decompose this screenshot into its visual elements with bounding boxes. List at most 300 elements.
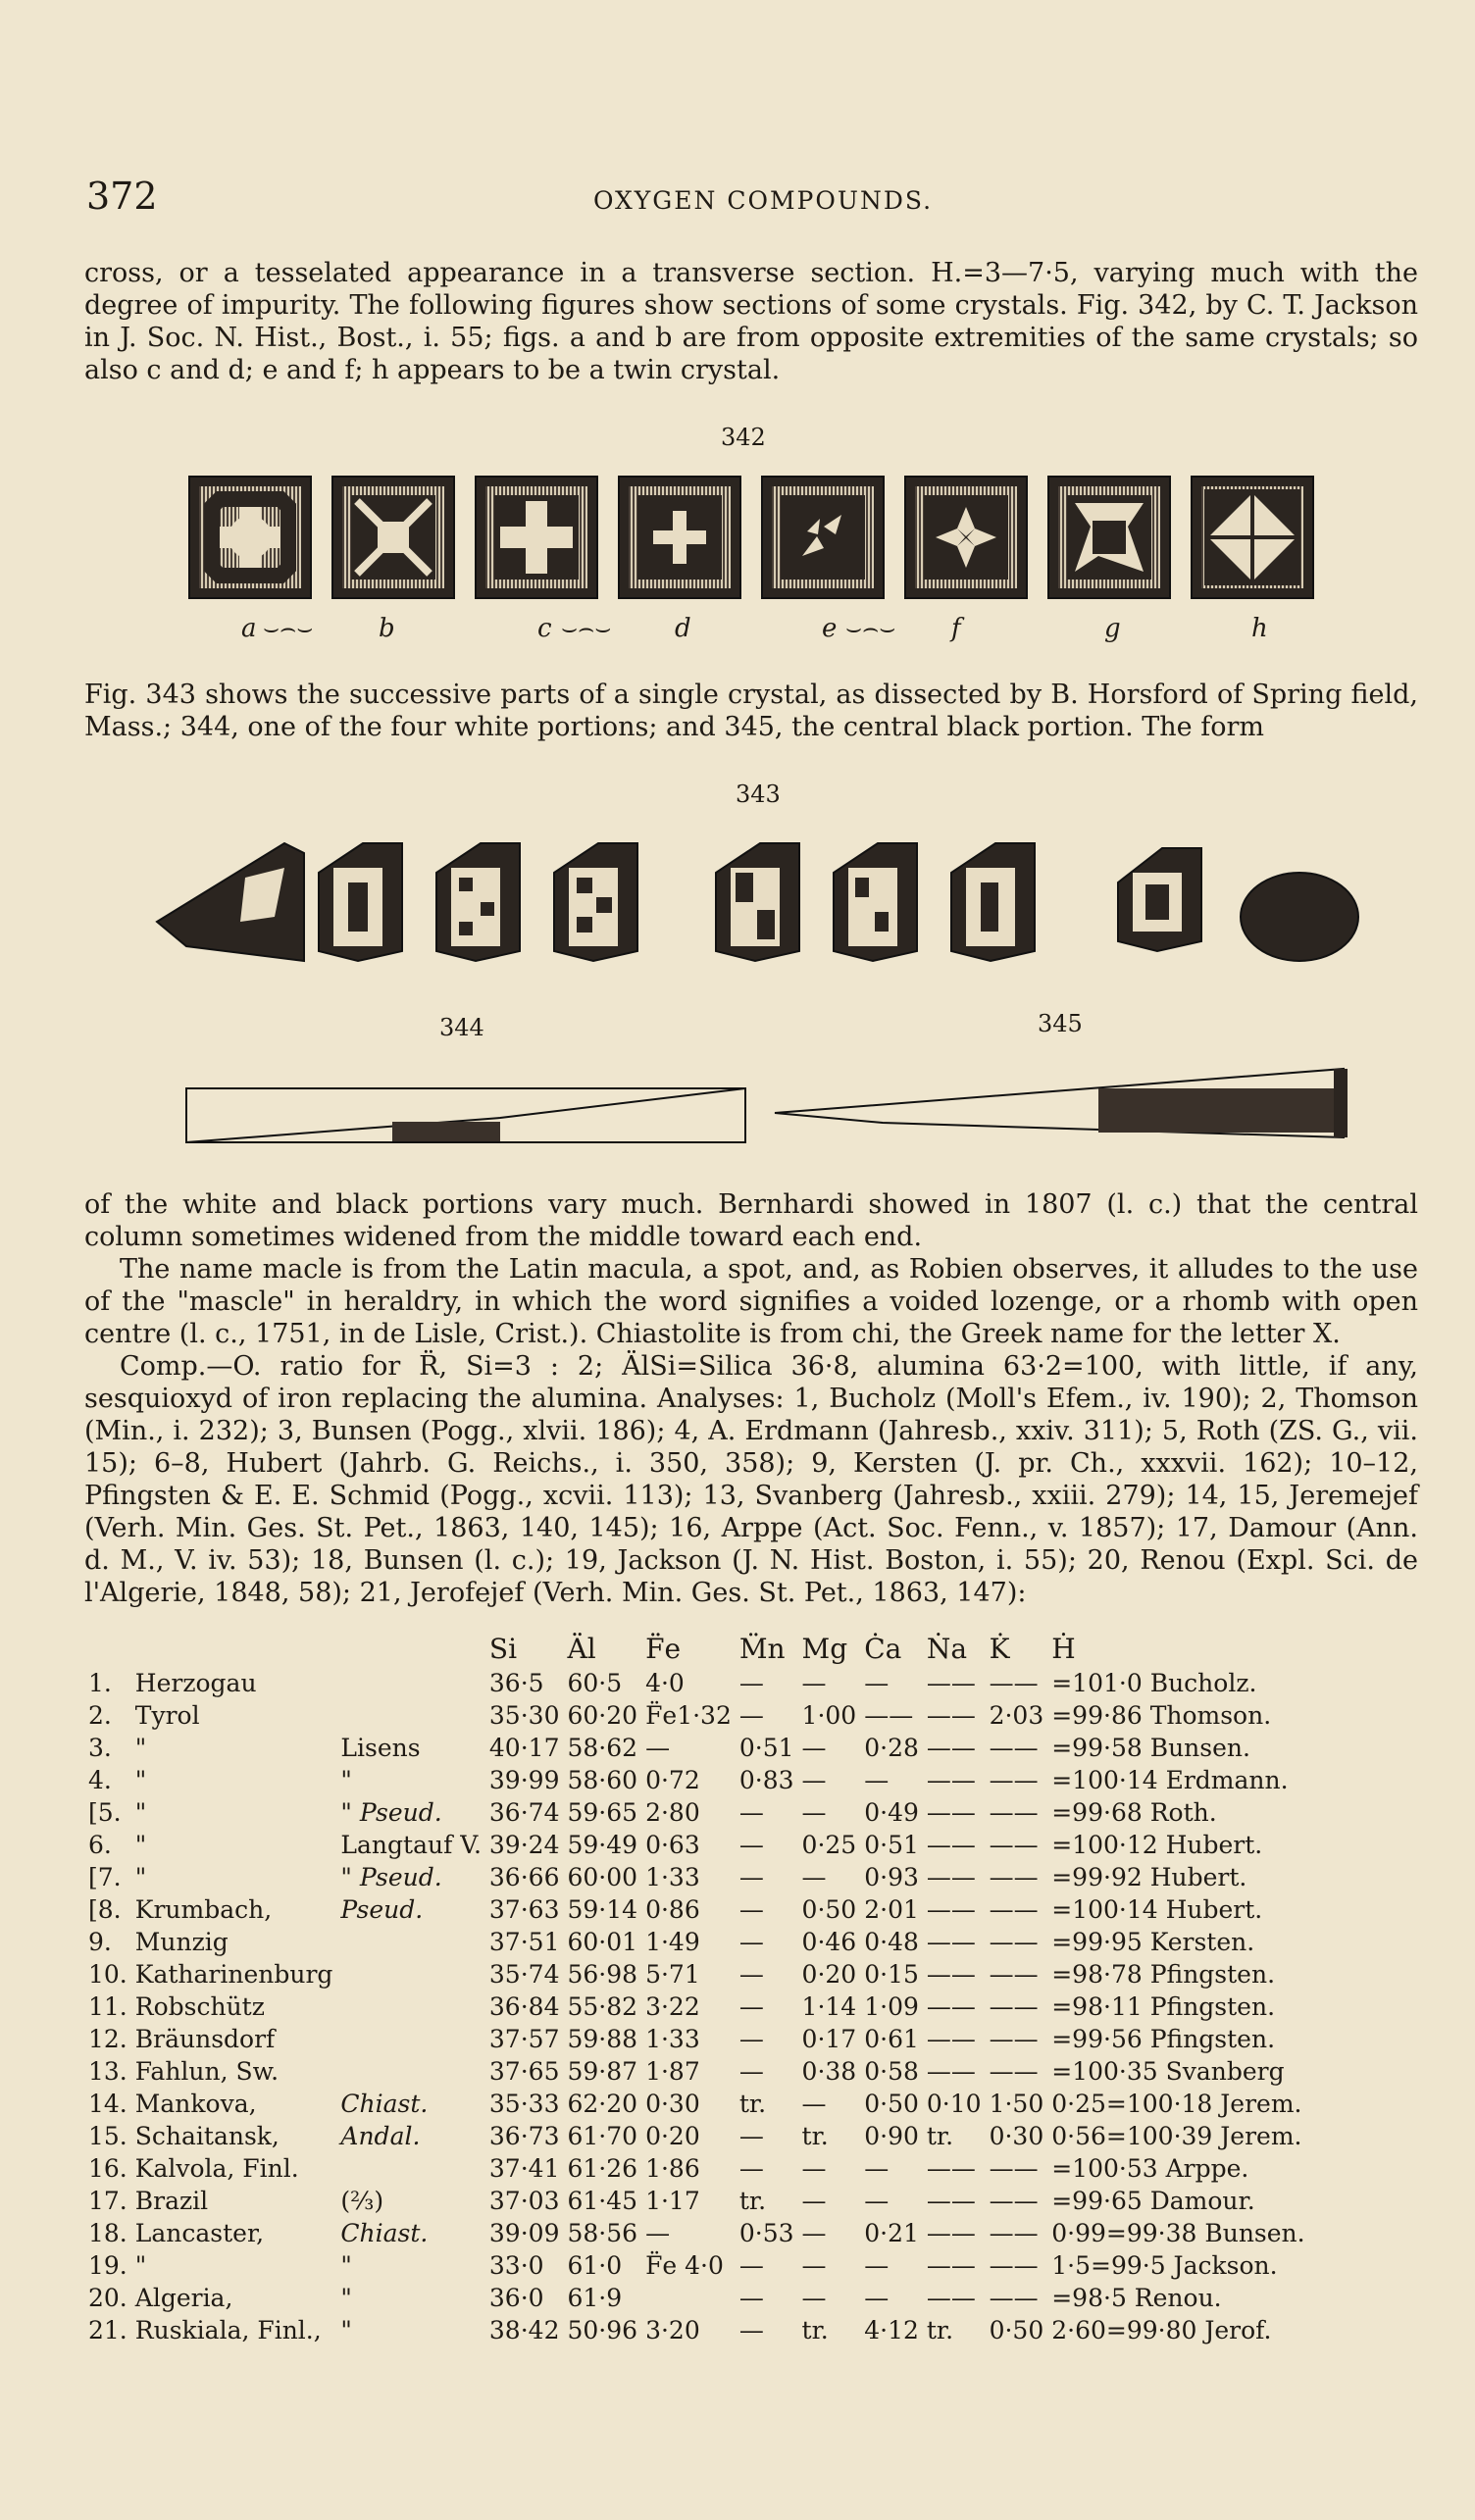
row-number: 18. xyxy=(88,2219,127,2247)
locality-cell: Chiast. xyxy=(340,2090,429,2118)
value-cell: — xyxy=(864,2187,890,2215)
locality-cell: Ruskiala, Finl., xyxy=(134,2316,322,2344)
value-cell: 61·70 xyxy=(567,2122,638,2150)
row-number: 3. xyxy=(88,1734,112,1762)
figure-344-number: 344 xyxy=(439,1014,484,1041)
value-cell: 2·80 xyxy=(645,1798,700,1827)
locality-cell: Katharinenburg xyxy=(134,1960,333,1989)
table-row xyxy=(84,1924,1309,1956)
table-row xyxy=(84,1762,1309,1794)
crystal-section-h xyxy=(1191,476,1314,599)
value-cell: tr. xyxy=(738,2187,767,2215)
value-cell: =99·95 Kersten. xyxy=(1051,1928,1255,1956)
analyses-table xyxy=(84,1633,1309,2344)
value-cell: —— xyxy=(926,2284,976,2312)
locality-cell: " xyxy=(134,2251,147,2280)
value-cell: 37·41 xyxy=(488,2154,560,2183)
value-cell: —— xyxy=(864,1701,914,1730)
value-cell: 37·57 xyxy=(488,2025,560,2053)
value-cell: =101·0 Bucholz. xyxy=(1051,1669,1257,1697)
crystal-section-d xyxy=(618,476,741,599)
locality-cell: Schaitansk, xyxy=(134,2122,280,2150)
value-cell: tr. xyxy=(926,2122,954,2150)
value-cell: 1·5=99·5 Jackson. xyxy=(1051,2251,1278,2280)
value-cell: 59·49 xyxy=(567,1831,638,1859)
value-cell: 59·65 xyxy=(567,1798,638,1827)
row-number: 1. xyxy=(88,1669,112,1697)
value-cell: 58·60 xyxy=(567,1766,638,1794)
locality-cell: " xyxy=(134,1766,147,1794)
value-cell: —— xyxy=(926,1734,976,1762)
value-cell: 39·09 xyxy=(488,2219,560,2247)
row-number: 12. xyxy=(88,2025,127,2053)
figures-344-345 xyxy=(177,1059,1353,1157)
table-row xyxy=(84,2247,1309,2280)
value-cell: 0·86 xyxy=(645,1895,700,1924)
page-number: 372 xyxy=(86,175,158,218)
value-cell: —— xyxy=(989,2025,1039,2053)
value-cell: 1·50 xyxy=(989,2090,1044,2118)
value-cell: — xyxy=(801,2090,827,2118)
table-row xyxy=(84,2150,1309,2183)
value-cell: 4·12 xyxy=(864,2316,919,2344)
value-cell: — xyxy=(801,1863,827,1891)
table-row xyxy=(84,2183,1309,2215)
value-cell: 0·20 xyxy=(645,2122,700,2150)
value-cell: 0·53 xyxy=(738,2219,794,2247)
value-cell: 1·33 xyxy=(645,2025,700,2053)
value-cell: —— xyxy=(926,1831,976,1859)
value-cell: —— xyxy=(989,2251,1039,2280)
col-header: Äl xyxy=(567,1633,596,1665)
table-body xyxy=(84,1665,1309,2344)
value-cell: 37·51 xyxy=(488,1928,560,1956)
locality-cell xyxy=(336,2021,485,2053)
value-cell: — xyxy=(738,1960,764,1989)
locality-cell xyxy=(336,1697,485,1730)
value-cell: tr. xyxy=(926,2316,954,2344)
value-cell: 0·30 xyxy=(645,2090,700,2118)
table-row xyxy=(84,1859,1309,1891)
value-cell: 1·33 xyxy=(645,1863,700,1891)
locality-cell: " xyxy=(134,1798,147,1827)
value-cell: — xyxy=(864,1766,890,1794)
value-cell: tr. xyxy=(801,2316,829,2344)
value-cell: —— xyxy=(989,1928,1039,1956)
value-cell: =98·78 Pfingsten. xyxy=(1051,1960,1276,1989)
value-cell: =100·14 Hubert. xyxy=(1051,1895,1263,1924)
value-cell: 33·0 xyxy=(488,2251,544,2280)
value-cell: 3·20 xyxy=(645,2316,700,2344)
crystal-section-a xyxy=(188,476,312,599)
row-number: 11. xyxy=(88,1992,127,2021)
value-cell: 36·66 xyxy=(488,1863,560,1891)
value-cell: 0·72 xyxy=(645,1766,700,1794)
value-cell: —— xyxy=(926,1895,976,1924)
row-number: 15. xyxy=(88,2122,127,2150)
value-cell: 55·82 xyxy=(567,1992,638,2021)
value-cell: 0·50 xyxy=(989,2316,1044,2344)
table-row xyxy=(84,1730,1309,1762)
value-cell: —— xyxy=(926,1863,976,1891)
table-row xyxy=(84,2053,1309,2086)
label-h: h xyxy=(1251,614,1268,643)
intro-text: cross, or a tesselated appearance in a transverse section. H.=3—7·5, varying much with the degree of impurity. The following figures show sections of some crystals. Fig. 342, by C. T. Jackson in J. Soc. N. Hist., Bost., i. 55; figs. a and b are from opposite extremities of the same crystals; so also c and d; e and f; h appears to be a twin crystal. xyxy=(84,258,1418,385)
row-number: 14. xyxy=(88,2090,127,2118)
value-cell: —— xyxy=(989,1734,1039,1762)
value-cell: —— xyxy=(989,1766,1039,1794)
value-cell: —— xyxy=(926,1701,976,1730)
value-cell: 0·49 xyxy=(864,1798,919,1827)
value-cell: 61·45 xyxy=(567,2187,638,2215)
value-cell: 59·88 xyxy=(567,2025,638,2053)
body-text xyxy=(84,1188,1418,1609)
value-cell: 0·50 xyxy=(801,1895,857,1924)
value-cell: 5·71 xyxy=(645,1960,700,1989)
value-cell: 1·49 xyxy=(645,1928,700,1956)
body-paragraph-1: of the white and black portions vary much. Bernhardi showed in 1807 (l. c.) that the central column sometimes widened from the middle toward each end. xyxy=(84,1189,1418,1252)
label-f: f xyxy=(951,614,961,643)
locality-cell xyxy=(336,2053,485,2086)
value-cell: —— xyxy=(926,1798,976,1827)
value-cell: —— xyxy=(926,1992,976,2021)
locality-cell: Langtauf V. xyxy=(340,1831,482,1859)
value-cell: — xyxy=(801,2187,827,2215)
value-cell: 40·17 xyxy=(488,1734,560,1762)
value-cell: 0·93 xyxy=(864,1863,919,1891)
locality-cell: Algeria, xyxy=(134,2284,233,2312)
value-cell: 0·50 xyxy=(864,2090,919,2118)
value-cell: —— xyxy=(926,1766,976,1794)
row-number: [7. xyxy=(88,1863,122,1891)
figure-343-number: 343 xyxy=(736,781,781,808)
value-cell: 58·62 xyxy=(567,1734,638,1762)
value-cell: =98·5 Renou. xyxy=(1051,2284,1222,2312)
value-cell: —— xyxy=(989,1798,1039,1827)
row-number: [8. xyxy=(88,1895,122,1924)
value-cell: 35·30 xyxy=(488,1701,560,1730)
value-cell: —— xyxy=(989,2284,1039,2312)
value-cell: — xyxy=(864,2154,890,2183)
locality-cell: Andal. xyxy=(340,2122,421,2150)
col-header: Ṅa xyxy=(926,1633,968,1665)
table-row xyxy=(84,2280,1309,2312)
value-cell: —— xyxy=(989,1669,1039,1697)
value-cell xyxy=(641,2280,736,2312)
locality-cell: " xyxy=(340,2251,352,2280)
value-cell: 0·20 xyxy=(801,1960,857,1989)
value-cell: 0·21 xyxy=(864,2219,919,2247)
col-header: K̇ xyxy=(989,1633,1010,1665)
value-cell: 56·98 xyxy=(567,1960,638,1989)
locality-cell: Robschütz xyxy=(134,1992,265,2021)
value-cell: —— xyxy=(989,2187,1039,2215)
table-row xyxy=(84,1697,1309,1730)
value-cell: =99·58 Bunsen. xyxy=(1051,1734,1250,1762)
value-cell: =99·86 Thomson. xyxy=(1051,1701,1272,1730)
value-cell: —— xyxy=(926,1960,976,1989)
value-cell: 3·22 xyxy=(645,1992,700,2021)
value-cell: — xyxy=(738,2316,764,2344)
label-d: d xyxy=(675,614,691,643)
locality-cell xyxy=(336,1665,485,1697)
locality-cell: Brazil xyxy=(134,2187,209,2215)
locality-cell: " xyxy=(340,1766,352,1794)
value-cell: — xyxy=(801,2154,827,2183)
value-cell: 62·20 xyxy=(567,2090,638,2118)
figure-345-number: 345 xyxy=(1038,1010,1083,1037)
locality-cell: Mankova, xyxy=(134,2090,257,2118)
crystal-section-b xyxy=(331,476,455,599)
value-cell: —— xyxy=(926,2025,976,2053)
value-cell: 37·03 xyxy=(488,2187,560,2215)
value-cell: — xyxy=(738,2057,764,2086)
value-cell: — xyxy=(738,2154,764,2183)
row-number: 16. xyxy=(88,2154,127,2183)
value-cell: — xyxy=(738,1863,764,1891)
figure-343-text: Fig. 343 shows the successive parts of a single crystal, as dissected by B. Horsford of Spring field, Mass.; 344, one of the four white portions; and 345, the central black portion. The form xyxy=(84,680,1418,742)
value-cell: 0·48 xyxy=(864,1928,919,1956)
value-cell: — xyxy=(864,2251,890,2280)
value-cell: 0·10 xyxy=(926,2090,982,2118)
locality-cell: Fahlun, Sw. xyxy=(134,2057,280,2086)
value-cell: 0·90 xyxy=(864,2122,919,2150)
value-cell: 1·87 xyxy=(645,2057,700,2086)
value-cell: — xyxy=(738,2122,764,2150)
value-cell: — xyxy=(738,1992,764,2021)
value-cell: 1·17 xyxy=(645,2187,700,2215)
row-number: 20. xyxy=(88,2284,127,2312)
value-cell: —— xyxy=(989,2154,1039,2183)
locality-cell: " Pseud. xyxy=(340,1863,442,1891)
value-cell: 1·86 xyxy=(645,2154,700,2183)
value-cell: =100·53 Arppe. xyxy=(1051,2154,1249,2183)
crystal-section-c xyxy=(475,476,598,599)
value-cell: 60·01 xyxy=(567,1928,638,1956)
label-a: a xyxy=(241,614,257,643)
locality-cell: Krumbach, xyxy=(134,1895,273,1924)
value-cell: — xyxy=(645,2219,671,2247)
locality-cell: " xyxy=(134,1831,147,1859)
row-number: 10. xyxy=(88,1960,127,1989)
row-number: 19. xyxy=(88,2251,127,2280)
value-cell: 61·0 xyxy=(567,2251,623,2280)
value-cell: =99·65 Damour. xyxy=(1051,2187,1255,2215)
brace-ab: ⌣⌢⌣ xyxy=(263,614,314,643)
value-cell: 2·01 xyxy=(864,1895,919,1924)
value-cell: F̈e 4·0 xyxy=(645,2251,724,2280)
locality-cell: Herzogau xyxy=(134,1669,257,1697)
value-cell: 0·46 xyxy=(801,1928,857,1956)
value-cell: —— xyxy=(989,1895,1039,1924)
label-b: b xyxy=(379,614,395,643)
col-header: Ḣ xyxy=(1051,1633,1076,1665)
value-cell: — xyxy=(801,2284,827,2312)
locality-cell: Lisens xyxy=(340,1734,421,1762)
label-c: c xyxy=(537,614,552,643)
value-cell: —— xyxy=(926,2251,976,2280)
value-cell: — xyxy=(801,1669,827,1697)
crystal-section-f xyxy=(904,476,1028,599)
locality-cell: " Pseud. xyxy=(340,1798,442,1827)
value-cell: 37·65 xyxy=(488,2057,560,2086)
locality-cell xyxy=(336,1956,485,1989)
value-cell: — xyxy=(738,2025,764,2053)
locality-cell: " xyxy=(340,2284,352,2312)
value-cell: 1·14 xyxy=(801,1992,857,2021)
value-cell: — xyxy=(738,1669,764,1697)
value-cell: —— xyxy=(989,2219,1039,2247)
intro-paragraph xyxy=(84,257,1418,386)
value-cell: — xyxy=(738,1701,764,1730)
value-cell: 60·5 xyxy=(567,1669,623,1697)
col-header: Mg xyxy=(801,1633,848,1665)
value-cell: 58·56 xyxy=(567,2219,638,2247)
value-cell: =99·56 Pfingsten. xyxy=(1051,2025,1276,2053)
value-cell: 35·33 xyxy=(488,2090,560,2118)
crystal-section-g xyxy=(1047,476,1171,599)
locality-cell: Chiast. xyxy=(340,2219,429,2247)
value-cell: 0·51 xyxy=(864,1831,919,1859)
label-g: g xyxy=(1104,614,1121,643)
value-cell: tr. xyxy=(801,2122,829,2150)
table-row xyxy=(84,2021,1309,2053)
value-cell: =99·92 Hubert. xyxy=(1051,1863,1247,1891)
value-cell: =99·68 Roth. xyxy=(1051,1798,1217,1827)
row-number: 9. xyxy=(88,1928,112,1956)
table-row xyxy=(84,1891,1309,1924)
value-cell: 0·38 xyxy=(801,2057,857,2086)
value-cell: 2·03 xyxy=(989,1701,1044,1730)
value-cell: — xyxy=(738,2251,764,2280)
table-row xyxy=(84,2118,1309,2150)
value-cell: =100·14 Erdmann. xyxy=(1051,1766,1289,1794)
value-cell: —— xyxy=(926,2219,976,2247)
figure-342-number: 342 xyxy=(721,424,766,451)
value-cell: — xyxy=(864,2284,890,2312)
row-number: [5. xyxy=(88,1798,122,1827)
locality-cell: Bräunsdorf xyxy=(134,2025,276,2053)
page-header xyxy=(86,175,1440,224)
value-cell: 39·24 xyxy=(488,1831,560,1859)
value-cell: 0·28 xyxy=(864,1734,919,1762)
row-number: 4. xyxy=(88,1766,112,1794)
value-cell: — xyxy=(738,1831,764,1859)
locality-cell xyxy=(336,2150,485,2183)
value-cell: —— xyxy=(926,2057,976,2086)
table-row xyxy=(84,1989,1309,2021)
col-header: F̈e xyxy=(645,1633,682,1665)
row-number: 6. xyxy=(88,1831,112,1859)
value-cell: 61·26 xyxy=(567,2154,638,2183)
value-cell: — xyxy=(738,1798,764,1827)
value-cell: —— xyxy=(989,1960,1039,1989)
value-cell: 1·00 xyxy=(801,1701,857,1730)
running-head: OXYGEN COMPOUNDS. xyxy=(592,186,934,215)
table-row xyxy=(84,2312,1309,2344)
value-cell: —— xyxy=(989,2057,1039,2086)
table-row xyxy=(84,1827,1309,1859)
row-number: 2. xyxy=(88,1701,112,1730)
locality-cell: Munzig xyxy=(134,1928,229,1956)
value-cell: 38·42 xyxy=(488,2316,560,2344)
value-cell: —— xyxy=(926,1928,976,1956)
locality-cell: (⅔) xyxy=(340,2187,384,2215)
value-cell: —— xyxy=(926,2187,976,2215)
locality-cell xyxy=(336,1989,485,2021)
value-cell: 0·17 xyxy=(801,2025,857,2053)
value-cell: F̈e1·32 xyxy=(645,1701,732,1730)
value-cell: 59·14 xyxy=(567,1895,638,1924)
body-paragraph-3: Comp.—O. ratio for R̈, Si=3 : 2; ÄlSi=Silica 36·8, alumina 63·2=100, with little, if any, sesquioxyd of iron replacing the alumina. Analyses: 1, Bucholz (Moll's Efem., iv. 190); 2, Thomson (Min., i. 232); 3, Bunsen (Pogg., xlvii. 186); 4, A. Erdmann (Jahresb., xxiv. 311); 5, Roth (ZS. G., vii. 15); 6–8, Hubert (Jahrb. G. Reichs., i. 350, 358); 9, Kersten (J. pr. Ch., xxxvii. 162); 10–12, Pfingsten & E. E. Schmid (Pogg., xcvii. 113); 13, Svanberg (Jahresb., xxiii. 279); 14, 15, Jeremejef (Verh. Min. Ges. St. Pet., 1863, 140, 145); 16, Arppe (Act. Soc. Fenn., v. 1857); 17, Damour (Ann. d. M., V. iv. 53); 18, Bunsen (l. c.); 19, Jackson (J. N. Hist. Boston, i. 55); 20, Renou (Expl. Sci. de l'Algerie, 1848, 58); 21, Jerofejef (Verh. Min. Ges. St. Pet., 1863, 147): xyxy=(84,1351,1418,1608)
value-cell: 0·58 xyxy=(864,2057,919,2086)
value-cell: — xyxy=(738,1895,764,1924)
figure-343 xyxy=(147,824,1363,971)
value-cell: 0·61 xyxy=(864,2025,919,2053)
body-paragraph-2: The name macle is from the Latin macula, a spot, and, as Robien observes, it alludes to the use of the "mascle" in heraldry, in which the word signifies a voided lozenge, or a rhomb with open centre (l. c., 1751, in de Lisle, Crist.). Chiastolite is from chi, the Greek name for the letter X. xyxy=(84,1254,1418,1349)
value-cell: — xyxy=(801,2219,827,2247)
value-cell: 36·74 xyxy=(488,1798,560,1827)
value-cell: 59·87 xyxy=(567,2057,638,2086)
value-cell: 36·84 xyxy=(488,1992,560,2021)
value-cell: — xyxy=(801,1798,827,1827)
table-row xyxy=(84,1665,1309,1697)
locality-cell: " xyxy=(134,1734,147,1762)
col-header: Si xyxy=(488,1633,518,1665)
value-cell: —— xyxy=(989,1863,1039,1891)
value-cell: 50·96 xyxy=(567,2316,638,2344)
locality-cell: Lancaster, xyxy=(134,2219,265,2247)
value-cell: 0·25=100·18 Jerem. xyxy=(1051,2090,1302,2118)
value-cell: 0·63 xyxy=(645,1831,700,1859)
value-cell: 36·5 xyxy=(488,1669,544,1697)
value-cell: tr. xyxy=(738,2090,767,2118)
value-cell: 61·9 xyxy=(567,2284,623,2312)
value-cell: 60·20 xyxy=(567,1701,638,1730)
value-cell: 0·15 xyxy=(864,1960,919,1989)
value-cell: 0·25 xyxy=(801,1831,857,1859)
table-header-row xyxy=(84,1633,1309,1665)
value-cell: 0·83 xyxy=(738,1766,794,1794)
value-cell: 0·56=100·39 Jerem. xyxy=(1051,2122,1302,2150)
value-cell: — xyxy=(801,2251,827,2280)
table-row xyxy=(84,1794,1309,1827)
label-e: e xyxy=(822,614,838,643)
locality-cell: Pseud. xyxy=(340,1895,424,1924)
value-cell: 39·99 xyxy=(488,1766,560,1794)
value-cell: 60·00 xyxy=(567,1863,638,1891)
brace-ef: ⌣⌢⌣ xyxy=(845,614,896,643)
col-header: Ċa xyxy=(864,1633,902,1665)
value-cell: —— xyxy=(989,1831,1039,1859)
table-row xyxy=(84,1956,1309,1989)
value-cell: — xyxy=(801,1766,827,1794)
brace-cd: ⌣⌢⌣ xyxy=(561,614,612,643)
locality-cell: Kalvola, Finl. xyxy=(134,2154,299,2183)
table-row xyxy=(84,2215,1309,2247)
value-cell: 4·0 xyxy=(645,1669,685,1697)
value-cell: 37·63 xyxy=(488,1895,560,1924)
col-header: M̈n xyxy=(738,1633,786,1665)
row-number: 13. xyxy=(88,2057,127,2086)
table-row xyxy=(84,2086,1309,2118)
locality-cell: Tyrol xyxy=(134,1701,200,1730)
value-cell: —— xyxy=(926,2154,976,2183)
value-cell: 36·0 xyxy=(488,2284,544,2312)
value-cell: — xyxy=(645,1734,671,1762)
value-cell: 1·09 xyxy=(864,1992,919,2021)
row-number: 21. xyxy=(88,2316,127,2344)
